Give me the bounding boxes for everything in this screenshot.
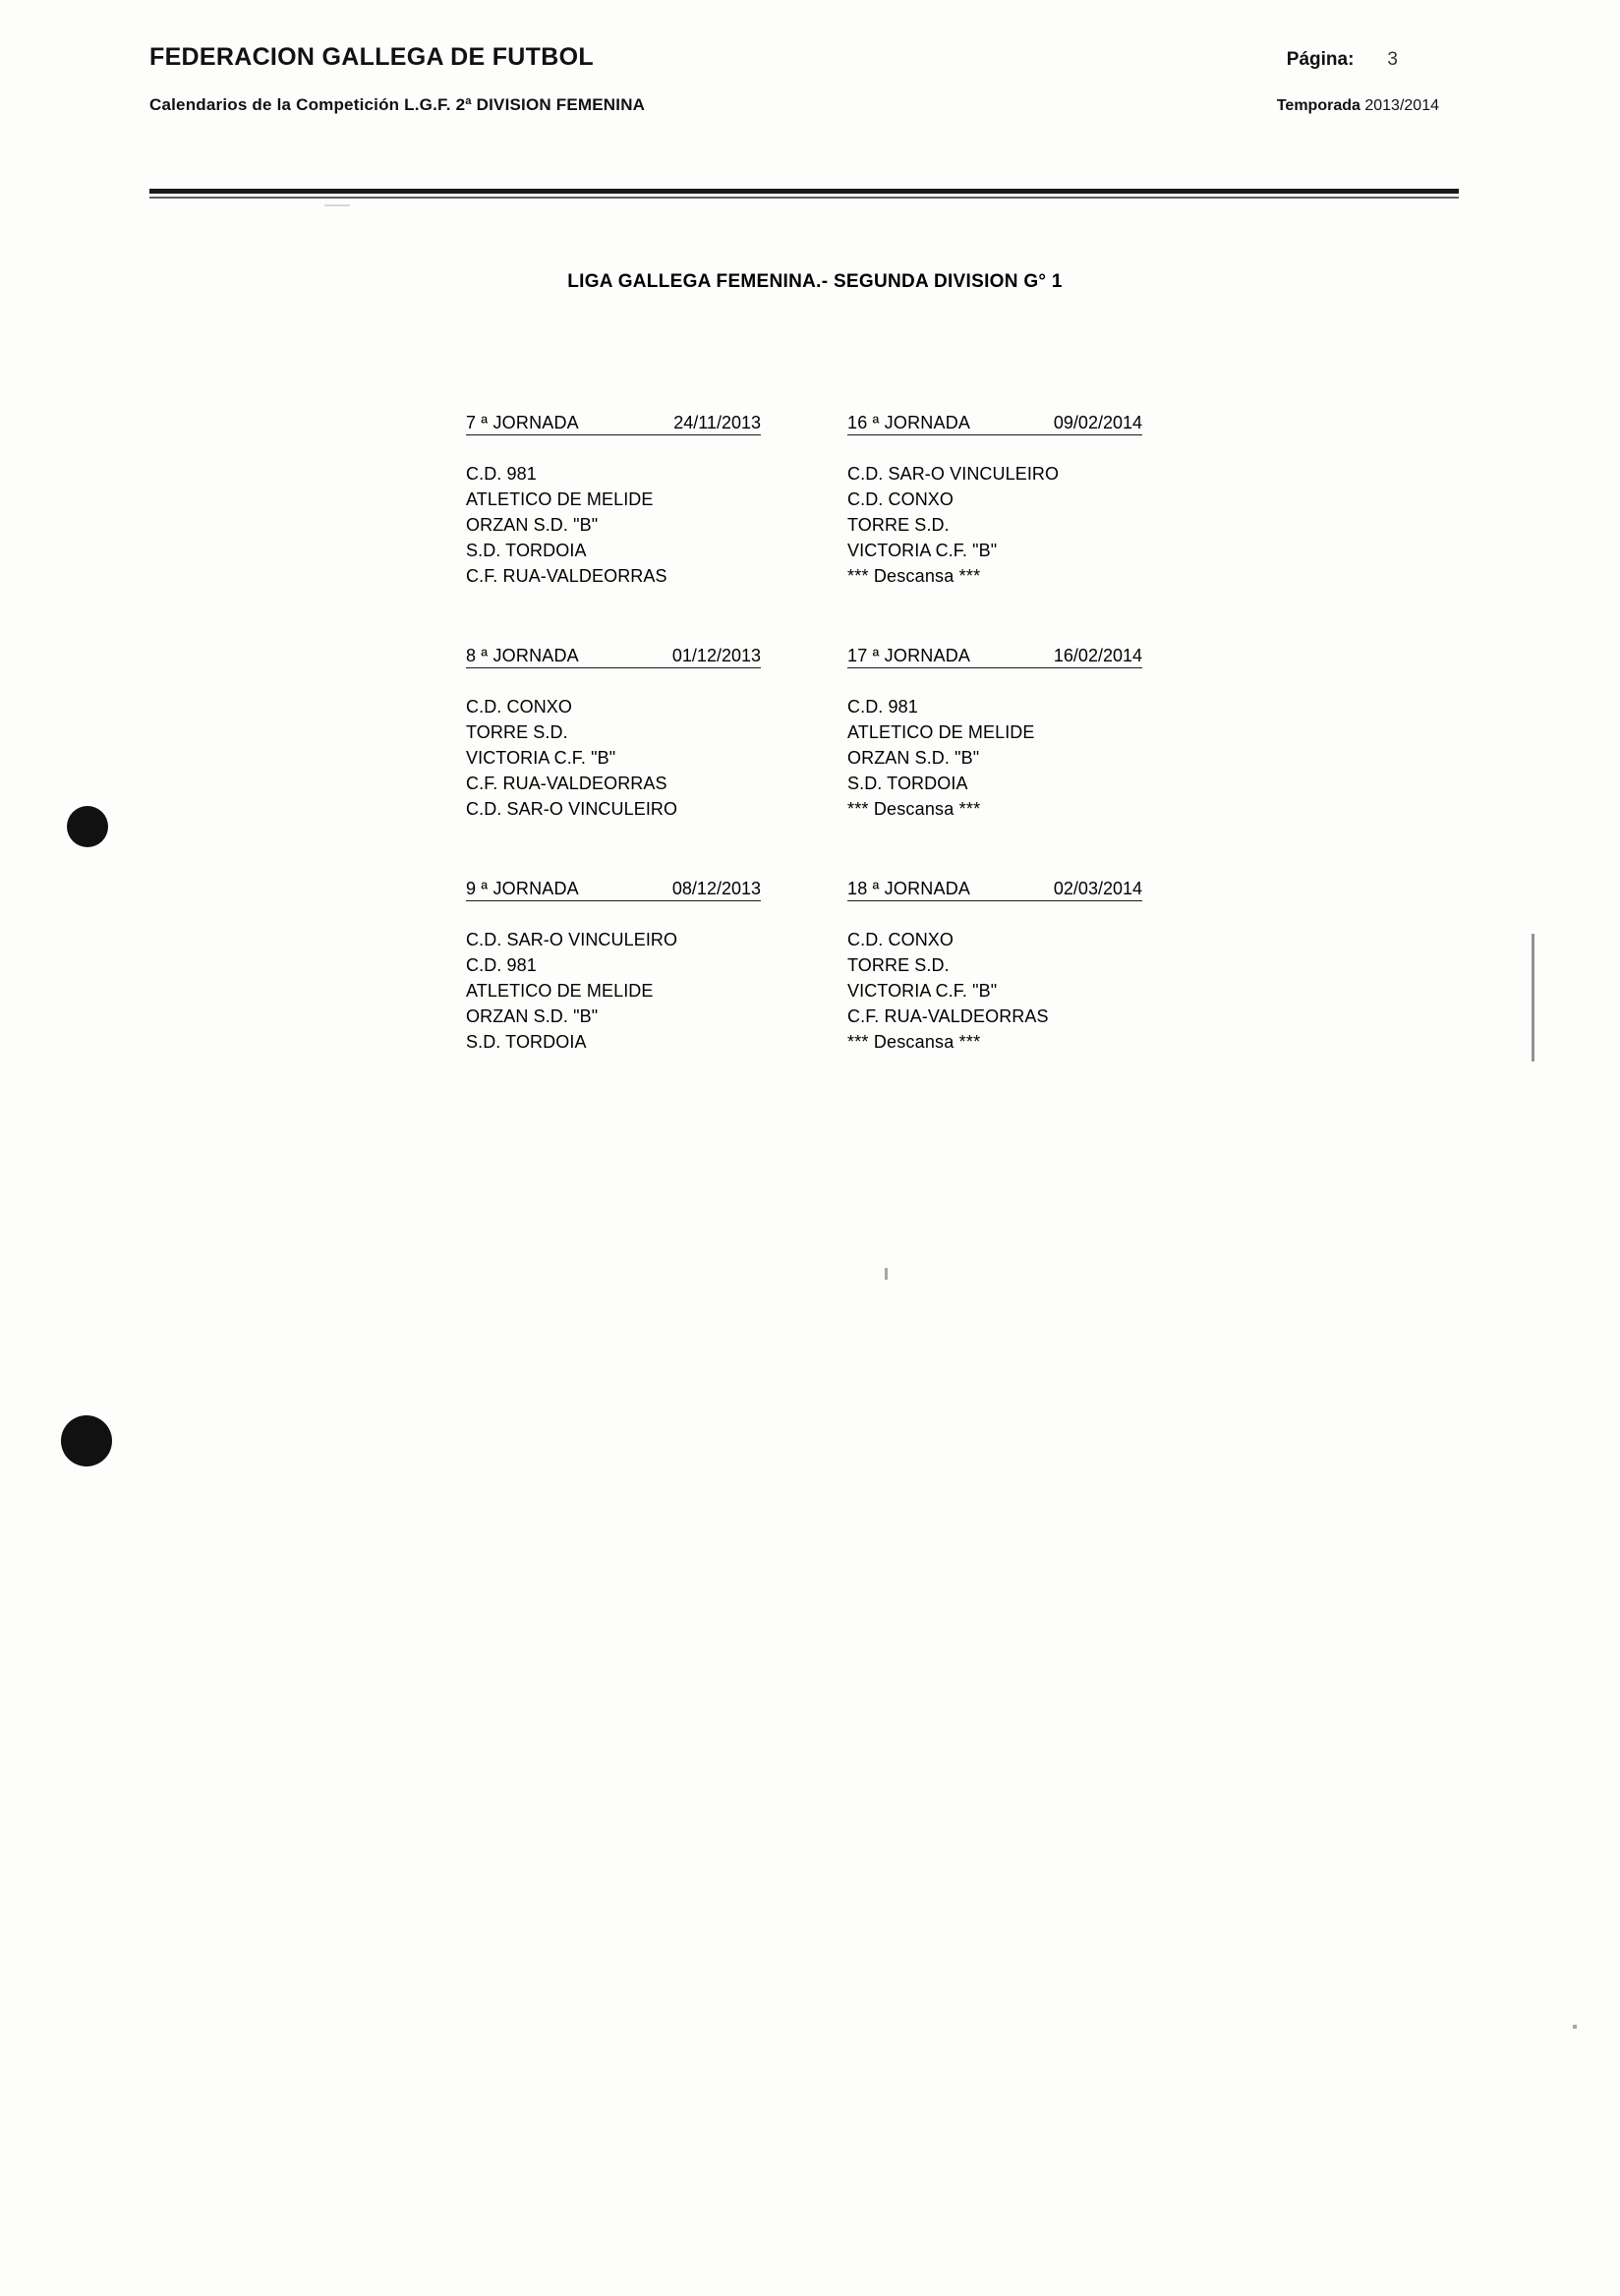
rest-entry: *** Descansa ***	[847, 1032, 981, 1052]
team-entry: C.D. SAR-O VINCULEIRO	[466, 930, 678, 949]
page-number: 3	[1387, 49, 1398, 70]
scan-speck	[1573, 2025, 1577, 2029]
rest-entry: *** Descansa ***	[847, 799, 981, 819]
team-list	[847, 694, 1241, 822]
header-divider-secondary	[149, 197, 1459, 199]
jornada-title: 17 ª JORNADA	[847, 646, 971, 665]
fixtures-row	[466, 879, 1351, 1055]
team-entry: S.D. TORDOIA	[466, 1032, 587, 1052]
jornada-date: 09/02/2014	[1053, 413, 1142, 432]
team-entry: C.F. RUA-VALDEORRAS	[466, 774, 667, 793]
season-label: Temporada	[1276, 97, 1360, 114]
season-info	[1277, 97, 1439, 115]
team-entry: S.D. TORDOIA	[466, 541, 587, 560]
jornada-title: 16 ª JORNADA	[847, 413, 971, 432]
team-entry: ORZAN S.D. "B"	[466, 515, 599, 535]
document-header	[149, 43, 1457, 115]
organization-title: FEDERACION GALLEGA DE FUTBOL	[149, 43, 594, 71]
team-entry: ATLETICO DE MELIDE	[466, 489, 654, 509]
team-list	[847, 927, 1241, 1055]
team-entry: C.D. CONXO	[466, 697, 573, 717]
team-entry: TORRE S.D.	[847, 955, 950, 975]
page-indicator	[1287, 49, 1398, 71]
team-list	[466, 927, 847, 1055]
team-entry: C.D. CONXO	[847, 489, 955, 509]
jornada-block	[466, 879, 847, 1055]
scan-edge-artifact	[1532, 934, 1534, 1062]
jornada-block	[466, 646, 847, 822]
fixtures-grid	[466, 413, 1351, 1112]
competition-heading-text: LIGA GALLEGA FEMENINA.- SEGUNDA DIVISION G° 1	[567, 271, 1063, 292]
team-entry: C.D. SAR-O VINCULEIRO	[847, 464, 1060, 484]
team-entry: C.D. 981	[847, 697, 918, 717]
team-entry: TORRE S.D.	[847, 515, 950, 535]
jornada-date: 16/02/2014	[1053, 646, 1142, 665]
fixtures-row	[466, 413, 1351, 589]
team-list	[847, 461, 1241, 589]
jornada-block	[847, 879, 1241, 1055]
jornada-date: 02/03/2014	[1053, 879, 1142, 898]
hole-punch-mark	[67, 806, 108, 847]
jornada-header	[466, 646, 761, 668]
team-entry: ATLETICO DE MELIDE	[847, 722, 1035, 742]
competition-heading	[0, 271, 1620, 293]
season-value: 2013/2014	[1364, 97, 1439, 114]
team-entry: C.D. 981	[466, 464, 537, 484]
team-entry: C.D. 981	[466, 955, 537, 975]
team-entry: C.D. SAR-O VINCULEIRO	[466, 799, 678, 819]
team-entry: ORZAN S.D. "B"	[847, 748, 980, 768]
team-list	[466, 461, 847, 589]
header-top-row	[149, 43, 1457, 72]
scan-speck	[885, 1268, 888, 1280]
jornada-title: 7 ª JORNADA	[466, 413, 579, 432]
jornada-title: 9 ª JORNADA	[466, 879, 579, 898]
jornada-header	[847, 413, 1142, 435]
team-list	[466, 694, 847, 822]
jornada-title: 8 ª JORNADA	[466, 646, 579, 665]
team-entry: ATLETICO DE MELIDE	[466, 981, 654, 1001]
jornada-title: 18 ª JORNADA	[847, 879, 971, 898]
team-entry: C.F. RUA-VALDEORRAS	[847, 1006, 1049, 1026]
team-entry: S.D. TORDOIA	[847, 774, 968, 793]
jornada-header	[847, 646, 1142, 668]
fixtures-row	[466, 646, 1351, 822]
page-label: Página:	[1286, 49, 1355, 70]
document-subtitle: Calendarios de la Competición L.G.F. 2ª DIVISION FEMENINA	[149, 95, 646, 114]
scan-speck	[324, 204, 350, 206]
jornada-header	[466, 879, 761, 901]
header-divider	[149, 189, 1459, 194]
jornada-date: 08/12/2013	[671, 879, 761, 898]
hole-punch-mark	[61, 1415, 112, 1466]
jornada-date: 01/12/2013	[671, 646, 761, 665]
team-entry: VICTORIA C.F. "B"	[466, 748, 616, 768]
team-entry: ORZAN S.D. "B"	[466, 1006, 599, 1026]
team-entry: C.F. RUA-VALDEORRAS	[466, 566, 667, 586]
jornada-header	[466, 413, 761, 435]
jornada-block	[847, 646, 1241, 822]
rest-entry: *** Descansa ***	[847, 566, 981, 586]
team-entry: VICTORIA C.F. "B"	[847, 981, 998, 1001]
jornada-date: 24/11/2013	[673, 413, 761, 432]
jornada-block	[847, 413, 1241, 589]
team-entry: TORRE S.D.	[466, 722, 568, 742]
team-entry: C.D. CONXO	[847, 930, 955, 949]
team-entry: VICTORIA C.F. "B"	[847, 541, 998, 560]
jornada-block	[466, 413, 847, 589]
header-second-row	[149, 95, 1457, 115]
jornada-header	[847, 879, 1142, 901]
